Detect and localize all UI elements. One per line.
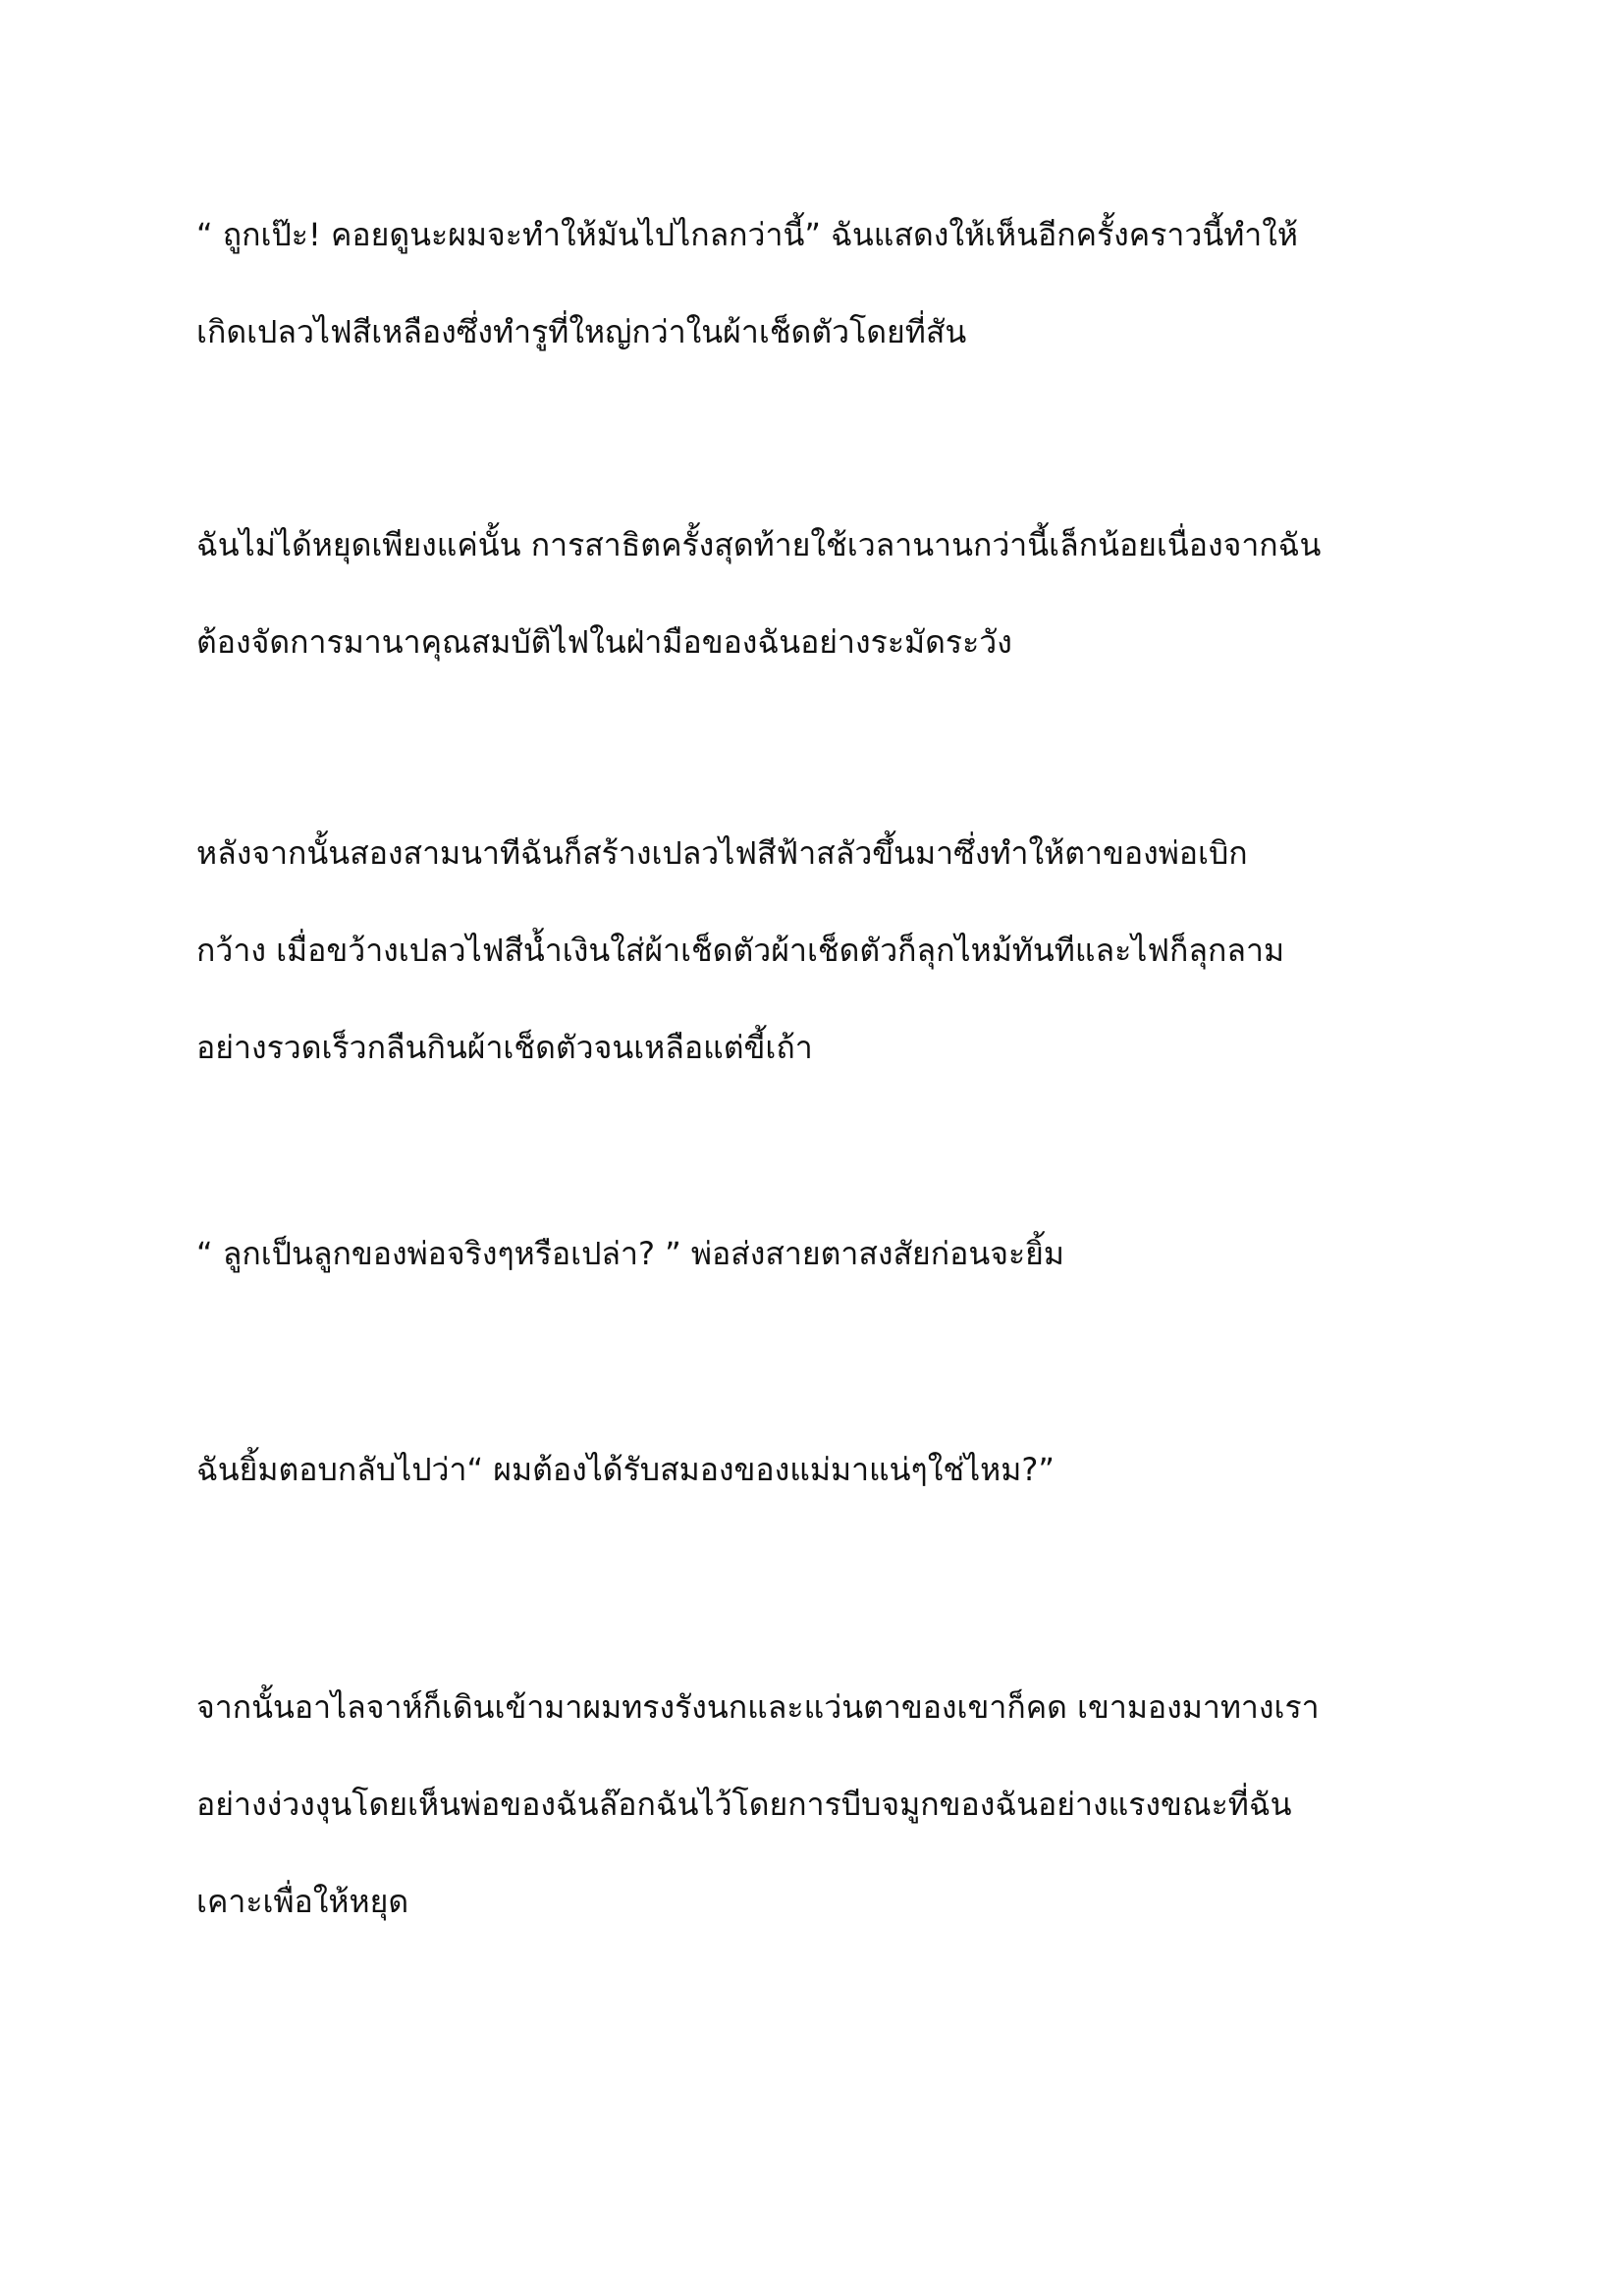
paragraph-6 [196,1659,1463,1950]
paragraph-5 [196,1421,1463,1519]
paragraph-1 [196,187,1463,381]
paragraph-line: ฉันยิ้มตอบกลับไปว่า“ ผมต้องได้รับสมองของแม่มาแน่ๆใช่ไหม?” [196,1451,1055,1488]
paragraph-line: ฉันไม่ได้หยุดเพียงแค่นั้น การสาธิตครั้งสุดท้ายใช้เวลานานกว่านี้เล็กน้อยเนื่องจากฉัน [196,526,1322,563]
paragraph-line: เกิดเปลวไฟสีเหลืองซึ่งทำรูที่ใหญ่กว่าในผ้าเช็ดตัวโดยที่สัน [196,313,967,350]
paragraph-line: จากนั้นอาไลจาห์ก็เดินเข้ามาผมทรงรังนกและแว่นตาของเขาก็คด เขามองมาทางเรา [196,1688,1320,1726]
paragraph-line: “ ลูกเป็นลูกของพ่อจริงๆหรือเปล่า? ” พ่อส่งสายตาสงสัยก่อนจะยิ้ม [196,1235,1065,1272]
paragraph-line: อย่างง่วงงุนโดยเห็นพ่อของฉันล๊อกฉันไว้โดยการบีบจมูกของฉันอย่างแรงขณะที่ฉัน [196,1786,1292,1823]
paragraph-line: “ ถูกเป๊ะ! คอยดูนะผมจะทำให้มันไปไกลกว่านี้” ฉันแสดงให้เห็นอีกครั้งคราวนี้ทำให้ [196,216,1298,253]
paragraph-line: เคาะเพื่อให้หยุด [196,1883,409,1920]
paragraph-line: อย่างรวดเร็วกลืนกินผ้าเช็ดตัวจนเหลือแต่ขี้เถ้า [196,1029,813,1066]
paragraph-line: ต้องจัดการมานาคุณสมบัติไฟในฝ่ามือของฉันอย่างระมัดระวัง [196,623,1012,661]
paragraph-2 [196,497,1463,691]
paragraph-line: หลังจากนั้นสองสามนาทีฉันก็สร้างเปลวไฟสีฟ้าสลัวขึ้นมาซึ่งทำให้ตาของพ่อเบิก [196,834,1248,872]
paragraph-4 [196,1205,1463,1303]
paragraph-line: กว้าง เมื่อขว้างเปลวไฟสีน้ำเงินใส่ผ้าเช็ดตัวผ้าเช็ดตัวก็ลุกไหม้ทันทีและไฟก็ลุกลาม [196,932,1285,969]
paragraph-3 [196,805,1463,1096]
